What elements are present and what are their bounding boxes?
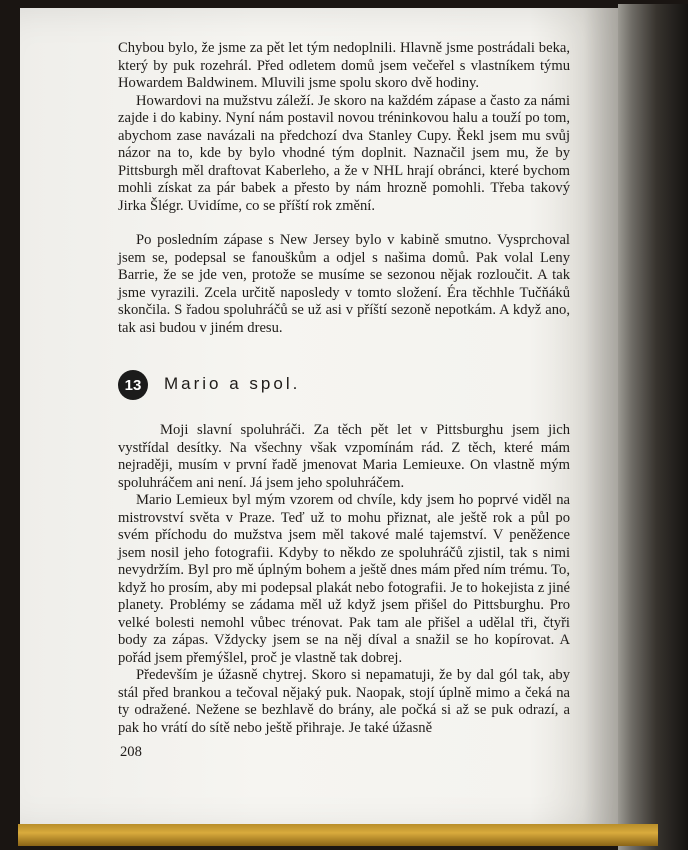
paragraph: Po posledním zápase s New Jersey bylo v kabině smutno. Vysprchoval jsem se, podepsal se fanouškům a odjel s našima domů. Pak volal Leny Barrie, že se jde ven, protože se musíme se sezonou nějak rozloučit. A tak jsme vyrazili. Zcela určitě naposledy v tomto složení. Éra těchhle Tučňáků skončila. S řadou spoluhráčů se už asi v příští sezoně nepotkám. A když ano, tak asi budou v jiném dresu. [118,232,570,336]
paragraph: Moji slavní spoluhráči. Za těch pět let v Pittsburghu jsem jich vystřídal desítky. Na všechny však vzpomínám rád. Z těch, které mám nejraději, musím v první řadě jmenovat Maria Lemieuxe. On vlastně mým spoluhráčem ani není. Já jsem jeho spoluhráčem. [118,422,570,491]
text-block-1 [118,40,570,215]
book-bottom-edge [18,824,658,846]
paragraph: Především je úžasně chytrej. Skoro si nepamatuji, že by dal gól tak, aby stál před brankou a tečoval nějaký puk. Naopak, stojí úplně mimo a čeká na ty odražené. Nežene se bezhlavě do brány, ale počká si až se puk odrazí, a pak ho vrátí do sítě nebo ještě přihraje. Je také úžasně [118,667,570,736]
text-block-3 [118,422,570,737]
paragraph: Howardovi na mužstvu záleží. Je skoro na každém zápase a často za námi zajde i do kabiny. Nyní nám postavil novou tréninkovou halu a touží po tom, abychom zase navázali na předchozí dva Stanley Cupy. Řekl jsem mu svůj názor na to, kde by bylo vhodné tým doplnit. Naznačil jsem mu, že by Pittsburgh měl draftovat Kaberleho, a že v NHL hrají obránci, které bychom mohli získat za pár babek a přesto by nám hrozně pomohli. Třeba takový Jirka Šlégr. Uvidíme, co se příští rok změní. [118,92,570,214]
chapter-number-badge: 13 [118,370,148,400]
page-fold-shadow [618,4,688,850]
text-block-2 [118,232,570,337]
paragraph: Mario Lemieux byl mým vzorem od chvíle, kdy jsem ho poprvé viděl na mistrovství světa v Praze. Teď už to mohu přiznat, ale ještě rok a půl po svém příchodu do mužstva jsem měl takové malé tajemství. V peněžence jsem nosil jeho fotografii. Kdyby to někdo ze spoluhráčů zjistil, tak s nimi nevydržím. Byl pro mě úplným bohem a ještě dnes mám před ním trému. To, když ho prosím, aby mi podepsal plakát nebo fotografii. Je to hokejista z jiné planety. Problémy se zádama měl už když jsem přišel do Pittsburghu. Pro velké bolesti nemohl vůbec trénovat. Pak tam ale přišel a udělal tři, čtyři body za zápas. Vždycky jsem se na něj díval a snažil se ho kopírovat. A pořád jsem přemýšlel, proč je vlastně tak dobrej. [118,492,570,666]
page-number: 208 [120,744,142,760]
paragraph: Chybou bylo, že jsme za pět let tým nedoplnili. Hlavně jsme postrádali beka, který by puk rozehrál. Před odletem domů jsem večeřel s vlastníkem týmu Howardem Baldwinem. Mluvili jsme spolu skoro dvě hodiny. [118,40,570,91]
chapter-title: Mario a spol. [164,374,301,393]
